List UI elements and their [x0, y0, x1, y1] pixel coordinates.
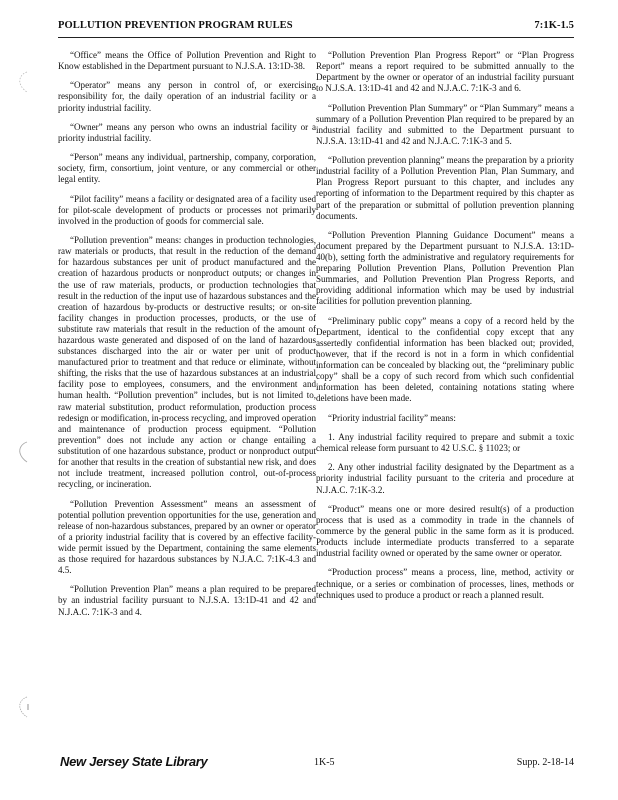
definition-plan-progress-report: “Pollution Prevention Plan Progress Report” or “Plan Progress Report” means a report required to be submitted annually to the Department by the owner or operator of an industrial facility pursuant to N.J.S.A. 13:1D-41 and 42 and N.J.A.C. 7:1K-3 and 6.	[316, 50, 574, 94]
definition-pollution-prevention-plan: “Pollution Prevention Plan” means a plan required to be prepared by an industrial facility pursuant to N.J.S.A. 13:1D-41 and 42 and N.J.A.C. 7:1K-3 and 4.	[58, 584, 316, 617]
definition-pilot-facility: “Pilot facility” means a facility or designated area of a facility used for pilot-scale development of products or processes not primarily involved in the production of goods for commercial sale.	[58, 193, 316, 226]
definition-owner: “Owner” means any person who owns an industrial facility or a priority industrial facility.	[58, 121, 316, 143]
page-footer	[60, 754, 574, 774]
definition-office: “Office” means the Office of Pollution Prevention and Right to Know established in the Department pursuant to N.J.S.A. 13:1D-38.	[58, 50, 316, 72]
header-section-number: 7:1K-1.5	[534, 20, 574, 31]
definition-pollution-prevention-assessment: “Pollution Prevention Assessment” means an assessment of potential pollution prevention opportunities for the use, generation and release of non-hazardous substances, prepared by an owner or operator of a priority industrial facility that is covered by an effective facility-wide permit issued by the Department, containing the same elements as those required for hazardous substances by N.J.A.C. 7:1K-4.3 and 4.5.	[58, 498, 316, 576]
definition-pollution-prevention: “Pollution prevention” means: changes in production technologies, raw materials or products, that result in the reduction of the demand for hazardous substances per unit of product manufactured and the creation of hazardous products or nonproduct outputs; or changes in the use of raw materials, products, or production technologies that result in the reduction of the input use of hazardous substances and the creation of hazardous by-products or destructive results; or on-site facility changes in production processes, products, or the use of substitute raw materials that result in the reduction of the amount of hazardous waste generated and disposed of on the land of hazardous substances discharged into the air or water per unit of product manufactured prior to treatment and that reduce or eliminate, without shifting, the risks that the use of hazardous substances at an industrial facility pose to employees, consumers, and the environment and human health. “Pollution prevention” includes, but is not limited to, raw material substitution, product reformulation, production process redesign or modification, in-process recycling, and improved operation and maintenance of production process equipment. “Pollution prevention” does not include any action or change entailing a substitution of one hazardous substance, product or nonproduct output for another that results in the creation of substantial new risk, and does not include treatment, increased pollution control, out-of-process recycling, or incineration.	[58, 235, 316, 490]
header-rule	[58, 37, 574, 38]
definition-person: “Person” means any individual, partnership, company, corporation, society, firm, consortium, joint venture, or any commercial or other legal entity.	[58, 152, 316, 185]
definition-operator: “Operator” means any person in control of, or exercising responsibility for, the daily operation of an industrial facility or a priority industrial facility.	[58, 80, 316, 113]
binder-hole-mark	[16, 70, 30, 94]
definition-product: “Product” means one or more desired result(s) of a production process that is used as a commodity in trade in the channels of commerce by the general public in the same form as it is produced. Products include intermediate products transferred to a separate industrial facility owned or operated by the same owner or operator.	[316, 503, 574, 559]
priority-facility-item-1: 1. Any industrial facility required to prepare and submit a toxic chemical release form pursuant to 42 U.S.C. § 11023; or	[316, 431, 574, 454]
definition-planning-guidance-document: “Pollution Prevention Planning Guidance Document” means a document prepared by the Department pursuant to N.J.S.A. 13:1D-40(b), setting forth the administrative and regulatory requirements for preparing Pollution Prevention Plans, Pollution Prevention Plan Summaries, and Pollution Prevention Plan Progress Reports, and providing additional information which may be used by industrial facilities for pollution prevention planning.	[316, 229, 574, 307]
library-stamp: New Jersey State Library	[60, 754, 208, 769]
definition-preliminary-public-copy: “Preliminary public copy” means a copy of a record held by the Department, identical to the confidential copy except that any assertedly confidential information has been blacked out; provided, however, that if the record is not in a form in which confidential information can be concealed by blacking out, the “preliminary public copy” shall be a copy of such record from which such confidential information has been deleted, containing notations stating where deletions have been made.	[316, 315, 574, 404]
supplement-date: Supp. 2-18-14	[516, 757, 574, 768]
header-title: POLLUTION PREVENTION PROGRAM RULES	[58, 20, 293, 31]
definition-plan-summary: “Pollution Prevention Plan Summary” or “Plan Summary” means a summary of a Pollution Prevention Plan required to be prepared by an industrial facility and submitted to the Department pursuant to N.J.S.A. 13:1D-41 and 42 and N.J.A.C. 7:1K-3 and 5.	[316, 102, 574, 146]
page-number: 1K-5	[314, 757, 335, 768]
priority-facility-item-2: 2. Any other industrial facility designated by the Department as a priority industrial facility pursuant to the criteria and procedure at N.J.A.C. 7:1K-3.2.	[316, 462, 574, 495]
left-text-column	[58, 50, 316, 626]
binder-hole-mark	[16, 440, 30, 464]
definition-priority-industrial-facility: “Priority industrial facility” means:	[328, 412, 456, 423]
running-header	[58, 20, 574, 36]
right-text-column	[316, 50, 574, 609]
binder-hole-mark	[16, 695, 30, 719]
definition-production-process: “Production process” means a process, line, method, activity or technique, or a series or combination of processes, lines, methods or techniques used to produce a product or reach a planned result.	[316, 567, 574, 600]
definition-pollution-prevention-planning: “Pollution prevention planning” means the preparation by a priority industrial facility of a Pollution Prevention Plan, Plan Summary, and Plan Progress Report pursuant to this chapter, and includes any reporting of information to the Department required by this chapter as part of the preparation or submittal of pollution prevention planning documents.	[316, 155, 574, 221]
